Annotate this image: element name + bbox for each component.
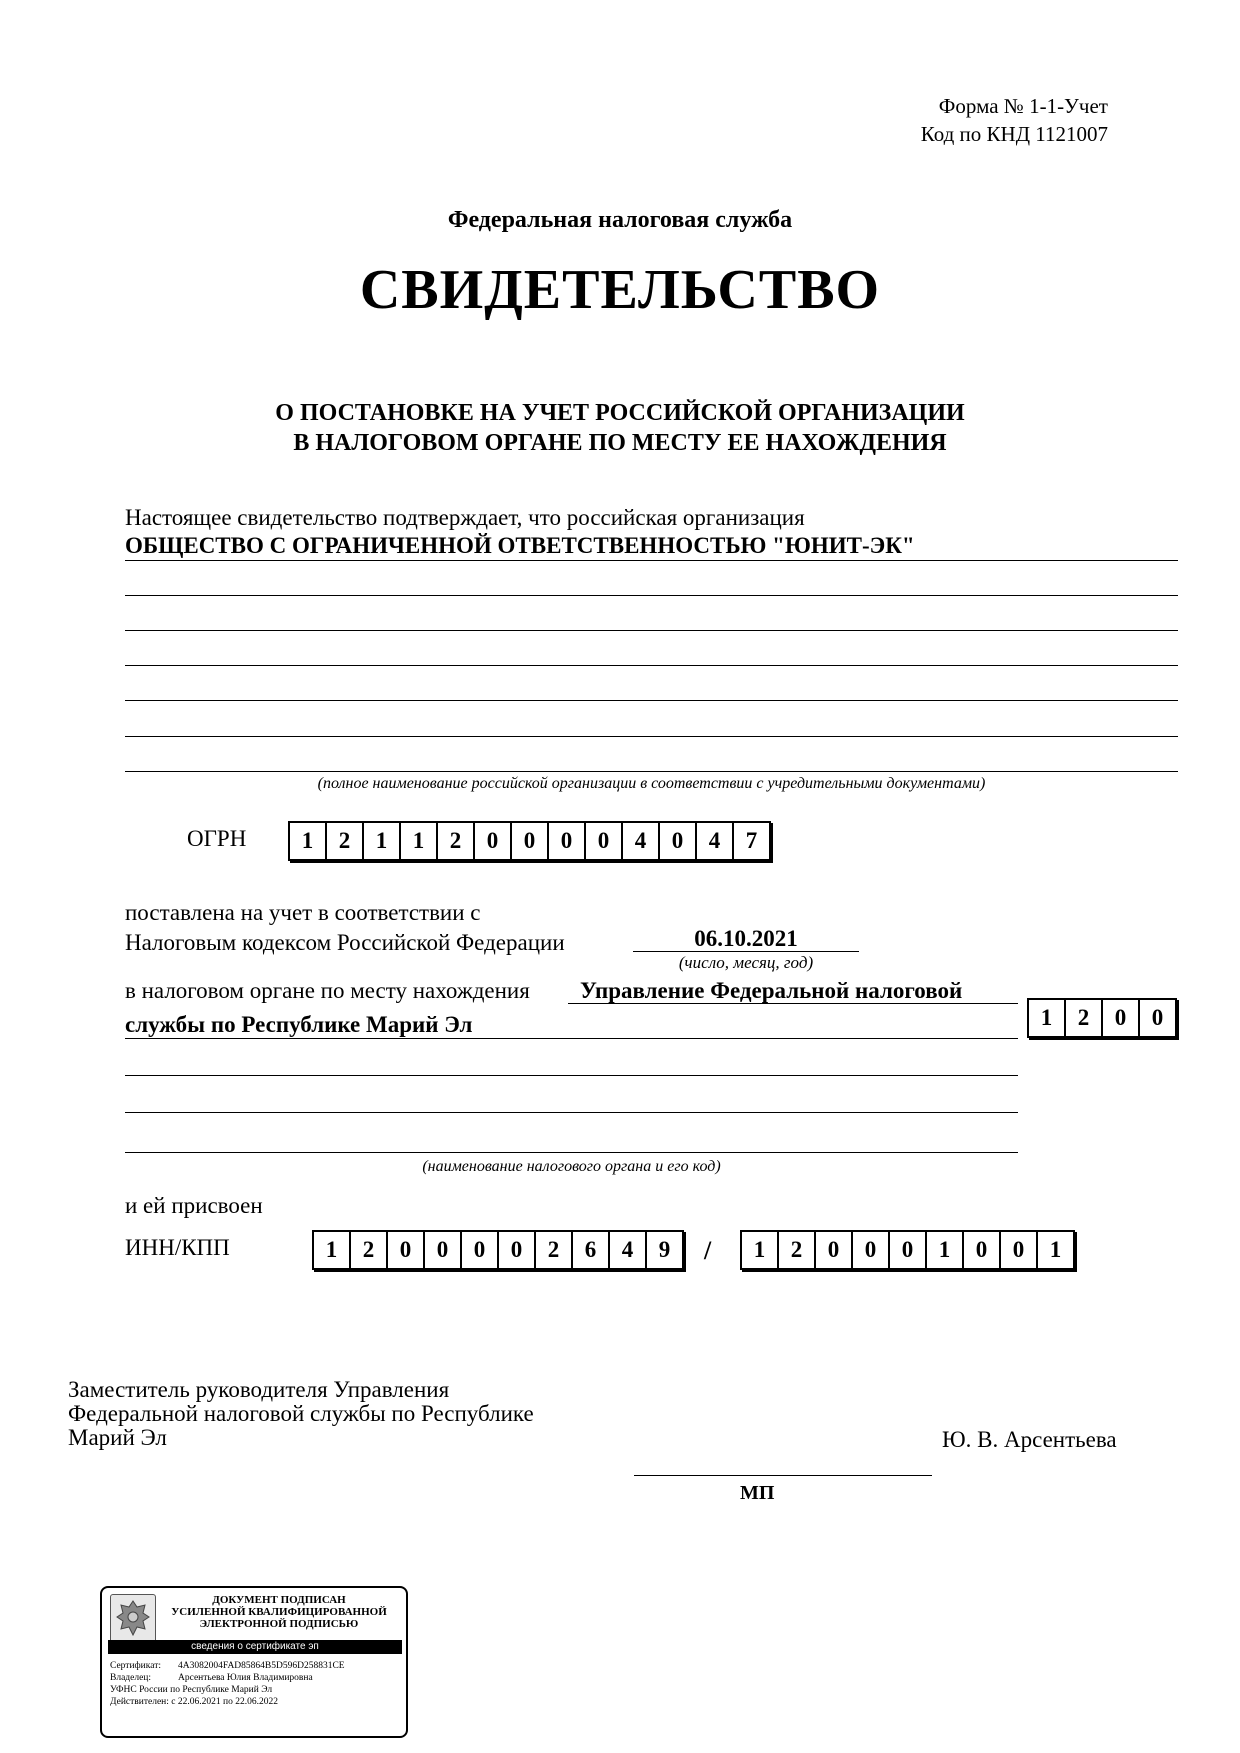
name-line-3 — [125, 630, 1178, 631]
authority-line-1 — [568, 1003, 1018, 1004]
authority-line-2 — [125, 1038, 1018, 1039]
kpp-digit-cell: 1 — [927, 1232, 964, 1268]
subtitle-line2: В НАЛОГОВОМ ОРГАНЕ ПО МЕСТУ ЕЕ НАХОЖДЕНИЯ — [293, 430, 947, 456]
ogrn-digit-cell: 0 — [475, 823, 512, 859]
inn-digit-cell: 0 — [388, 1232, 425, 1268]
inn-digit-cell: 9 — [658, 1237, 671, 1262]
name-line-6 — [125, 736, 1178, 737]
kpp-digit-cell: 2 — [779, 1232, 816, 1268]
signatory-position-line1: Заместитель руководителя Управления — [68, 1377, 450, 1402]
intro-text: Настоящее свидетельство подтверждает, что российская организация — [125, 505, 805, 530]
inn-digit-cell: 0 — [462, 1232, 499, 1268]
signatory-position-line2: Федеральной налоговой службы по Республике — [68, 1401, 534, 1426]
esign-heading — [156, 1594, 402, 1630]
authority-caption: (наименование налогового органа и его код) — [422, 1158, 721, 1175]
agency-name: Федеральная налоговая служба — [447, 207, 793, 233]
kpp-digit-cell: 0 — [964, 1232, 1001, 1268]
form-number-block — [921, 92, 1108, 148]
inn-boxes — [312, 1230, 684, 1270]
inn-digit-cell: 2 — [351, 1232, 388, 1268]
ogrn-boxes — [288, 821, 771, 861]
name-line-4 — [125, 665, 1178, 666]
ogrn-digit-cell: 4 — [697, 823, 734, 859]
authority-prefix: в налоговом органе по месту нахождения — [125, 978, 530, 1003]
name-line-2 — [125, 595, 1178, 596]
name-line-7 — [125, 771, 1178, 772]
valid-value: с 22.06.2021 по 22.06.2022 — [171, 1697, 278, 1707]
form-number: Форма № 1-1-Учет — [938, 94, 1108, 118]
organization-caption: (полное наименование российской организации в соответствии с учредительными документами) — [317, 775, 986, 792]
authority-name-line2: службы по Республике Марий Эл — [125, 1012, 473, 1037]
signatory-position — [68, 1378, 534, 1450]
signatory-position-line3: Марий Эл — [68, 1425, 167, 1450]
ogrn-digit-cell: 7 — [745, 828, 758, 853]
ogrn-digit-cell: 0 — [660, 823, 697, 859]
date-line — [633, 951, 859, 952]
date-caption: (число, месяц, год) — [678, 953, 814, 972]
authority-code-digit-cell: 1 — [1029, 1000, 1066, 1036]
esign-heading-line3: ЭЛЕКТРОННОЙ ПОДПИСЬЮ — [199, 1618, 359, 1630]
name-line-1 — [125, 560, 1178, 561]
cert-value: 4A3082004FAD85864B5D596D258831CE — [178, 1661, 345, 1671]
electronic-signature-stamp — [100, 1586, 408, 1738]
ogrn-label: ОГРН — [187, 826, 247, 851]
esign-details — [110, 1660, 345, 1708]
inn-kpp-separator: / — [704, 1236, 712, 1265]
authority-line-3 — [125, 1075, 1018, 1076]
document-subtitle — [0, 398, 1240, 458]
kpp-digit-cell: 0 — [1001, 1232, 1038, 1268]
registration-line2: Налоговым кодексом Российской Федерации — [125, 930, 565, 955]
ogrn-digit-cell: 2 — [327, 823, 364, 859]
owner-org: УФНС России по Республике Марий Эл — [110, 1685, 273, 1695]
registration-date: 06.10.2021 — [694, 926, 798, 951]
document-title: СВИДЕТЕЛЬСТВО — [359, 259, 881, 321]
esign-bar: сведения о сертификате эп — [108, 1640, 402, 1654]
ogrn-digit-cell: 0 — [549, 823, 586, 859]
ogrn-digit-cell: 4 — [623, 823, 660, 859]
authority-code-boxes — [1027, 998, 1177, 1038]
ogrn-digit-cell: 0 — [586, 823, 623, 859]
kpp-boxes — [740, 1230, 1075, 1270]
kpp-digit-cell: 0 — [853, 1232, 890, 1268]
knd-code: Код по КНД 1121007 — [920, 122, 1108, 146]
assigned-text: и ей присвоен — [125, 1193, 263, 1218]
name-line-5 — [125, 700, 1178, 701]
ogrn-digit-cell: 1 — [364, 823, 401, 859]
kpp-digit-cell: 0 — [816, 1232, 853, 1268]
ogrn-digit-cell: 0 — [512, 823, 549, 859]
seal-mark: МП — [740, 1482, 775, 1504]
inn-digit-cell: 0 — [425, 1232, 462, 1268]
authority-code-digit-cell: 0 — [1151, 1005, 1164, 1030]
inn-digit-cell: 0 — [499, 1232, 536, 1268]
subtitle-line1: О ПОСТАНОВКЕ НА УЧЕТ РОССИЙСКОЙ ОРГАНИЗАЦИИ — [275, 400, 965, 426]
authority-name-line1: Управление Федеральной налоговой — [580, 978, 963, 1003]
kpp-digit-cell: 0 — [890, 1232, 927, 1268]
esign-heading-line1: ДОКУМЕНТ ПОДПИСАН — [212, 1594, 346, 1606]
esign-heading-line2: УСИЛЕННОЙ КВАЛИФИЦИРОВАННОЙ — [171, 1606, 387, 1618]
authority-line-4 — [125, 1112, 1018, 1113]
inn-digit-cell: 6 — [573, 1232, 610, 1268]
registration-line1: поставлена на учет в соответствии с — [125, 900, 481, 925]
ogrn-digit-cell: 1 — [290, 823, 327, 859]
organization-name: ОБЩЕСТВО С ОГРАНИЧЕННОЙ ОТВЕТСТВЕННОСТЬЮ "ЮНИТ-ЭК" — [125, 533, 915, 558]
signatory-name: Ю. В. Арсентьева — [942, 1427, 1117, 1452]
kpp-digit-cell: 1 — [1049, 1237, 1062, 1262]
kpp-digit-cell: 1 — [742, 1232, 779, 1268]
cert-label: Сертификат: — [110, 1661, 162, 1671]
inn-digit-cell: 1 — [314, 1232, 351, 1268]
ogrn-digit-cell: 2 — [438, 823, 475, 859]
ogrn-digit-cell: 1 — [401, 823, 438, 859]
authority-line-5 — [125, 1152, 1018, 1153]
inn-kpp-label: ИНН/КПП — [125, 1235, 230, 1260]
owner-value: Арсентьева Юлия Владимировна — [178, 1673, 313, 1683]
authority-code-digit-cell: 2 — [1066, 1000, 1103, 1036]
emblem-icon — [110, 1594, 156, 1646]
inn-digit-cell: 4 — [610, 1232, 647, 1268]
owner-label: Владелец: — [110, 1673, 152, 1683]
authority-code-digit-cell: 0 — [1103, 1000, 1140, 1036]
inn-digit-cell: 2 — [536, 1232, 573, 1268]
signature-line — [634, 1475, 932, 1476]
valid-label: Действителен: — [110, 1697, 169, 1707]
